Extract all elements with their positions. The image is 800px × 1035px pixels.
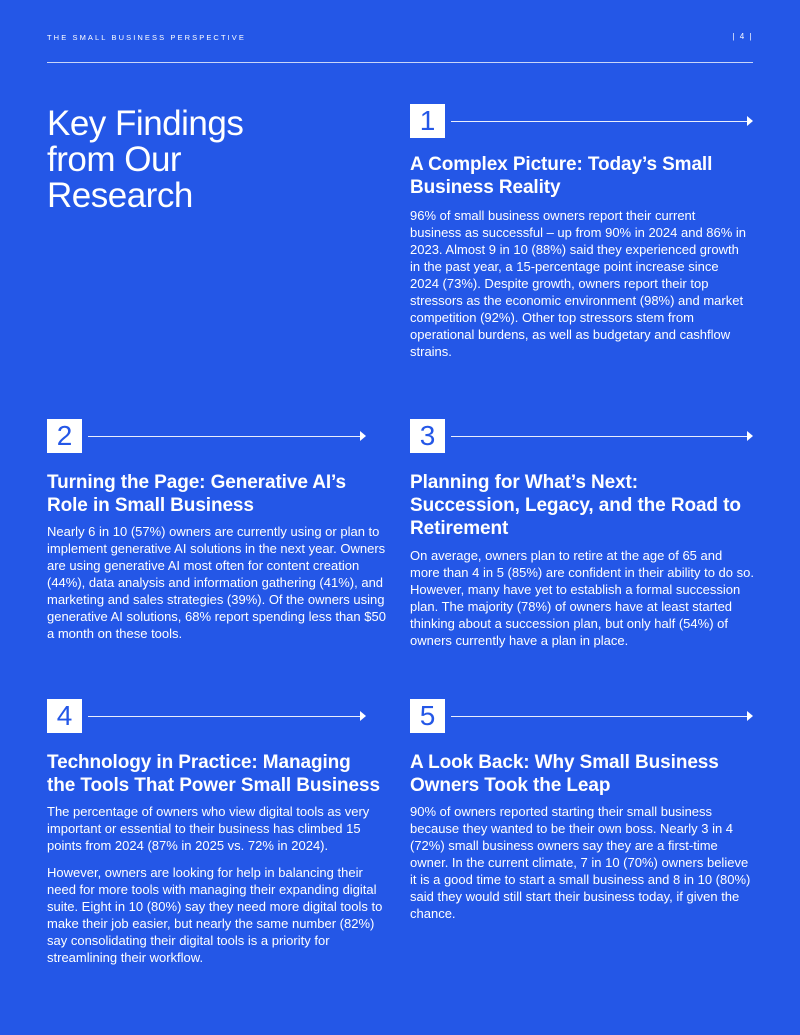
- finding-1-arrow-line: [451, 121, 747, 122]
- finding-5: [410, 699, 755, 922]
- finding-1-body: 96% of small business owners report their current business as successful – up from 90% in 2024 and 86% in 2023. Almost 9 in 10 (88%) said they experienced growth in the past year, a 15-percentage point increase since 2024 (73%). Despite growth, owners report their top stressors as the economic environment (98%) and market competition (92%). Other top stressors stem from operational burdens, as well as budgetary and cashflow strains.: [410, 208, 747, 359]
- finding-1: [410, 104, 755, 360]
- finding-2-title: Turning the Page: Generative AI’s Role in Small Business: [47, 472, 347, 516]
- finding-4-body-1: The percentage of owners who view digital tools as very important or essential to their business has climbed 15 points from 2024 (87% in 2025 vs. 72% in 2024).: [47, 804, 370, 853]
- finding-5-title: A Look Back: Why Small Business Owners Took the Leap: [410, 752, 719, 796]
- finding-3-number: 3: [410, 419, 445, 453]
- finding-4: [47, 699, 392, 966]
- finding-4-arrow-line: [88, 716, 360, 717]
- finding-3-title: Planning for What’s Next: Succession, Legacy, and the Road to Retirement: [410, 472, 741, 539]
- finding-5-number: 5: [410, 699, 445, 733]
- page-title-line-3: Research: [47, 176, 193, 215]
- section-eyebrow: THE SMALL BUSINESS PERSPECTIVE: [47, 33, 247, 42]
- arrow-right-icon: [747, 116, 753, 126]
- finding-3: [410, 419, 755, 649]
- finding-5-arrow-line: [451, 716, 747, 717]
- page-title-line-1: Key Findings: [47, 104, 244, 143]
- arrow-right-icon: [360, 431, 366, 441]
- finding-1-number-row: [410, 104, 755, 138]
- arrow-right-icon: [747, 711, 753, 721]
- finding-4-number-row: [47, 699, 392, 733]
- finding-4-number: 4: [47, 699, 82, 733]
- header-divider: [47, 62, 753, 63]
- finding-4-title: Technology in Practice: Managing the Tools That Power Small Business: [47, 752, 380, 796]
- page-number: | 4 |: [732, 32, 753, 41]
- finding-2-number-row: [47, 419, 392, 453]
- finding-3-arrow-line: [451, 436, 747, 437]
- page-title-line-2: from Our: [47, 140, 182, 179]
- finding-5-number-row: [410, 699, 755, 733]
- finding-2-body: Nearly 6 in 10 (57%) owners are currently using or plan to implement generative AI solutions in the next year. Owners are using generative AI most often for content creation (44%), data analysis and information gathering (41%), and marketing and sales strategies (39%). Of the owners using generative AI solutions, 68% report spending less than $50 a month on these tools.: [47, 524, 386, 641]
- finding-2-number: 2: [47, 419, 82, 453]
- page-title: [47, 106, 337, 214]
- arrow-right-icon: [360, 711, 366, 721]
- finding-2: [47, 419, 392, 642]
- finding-2-arrow-line: [88, 436, 360, 437]
- finding-4-body-2: However, owners are looking for help in balancing their need for more tools with managing their expanding digital suite. Eight in 10 (80%) say they need more digital tools to make their job easier, but nearly the same number (82%) say consolidating their digital tools is a priority for streamlining their workflow.: [47, 865, 383, 965]
- finding-5-body: 90% of owners reported starting their small business because they wanted to be their own boss. Nearly 3 in 4 (72%) small business owners say they are a first-time owner. In the current climate, 7 in 10 (70%) owners believe it is a good time to start a small business and 8 in 10 (80%) said they would still start their business today, if given the chance.: [410, 804, 751, 921]
- arrow-right-icon: [747, 431, 753, 441]
- finding-1-number: 1: [410, 104, 445, 138]
- finding-1-title: A Complex Picture: Today’s Small Business Reality: [410, 154, 713, 198]
- finding-3-body: On average, owners plan to retire at the age of 65 and more than 4 in 5 (85%) are confident in their ability to do so. However, many have yet to establish a formal succession plan. The majority (78%) of owners have at least started thinking about a succession plan, but only half (54%) of owners currently have a plan in place.: [410, 548, 754, 648]
- finding-3-number-row: [410, 419, 755, 453]
